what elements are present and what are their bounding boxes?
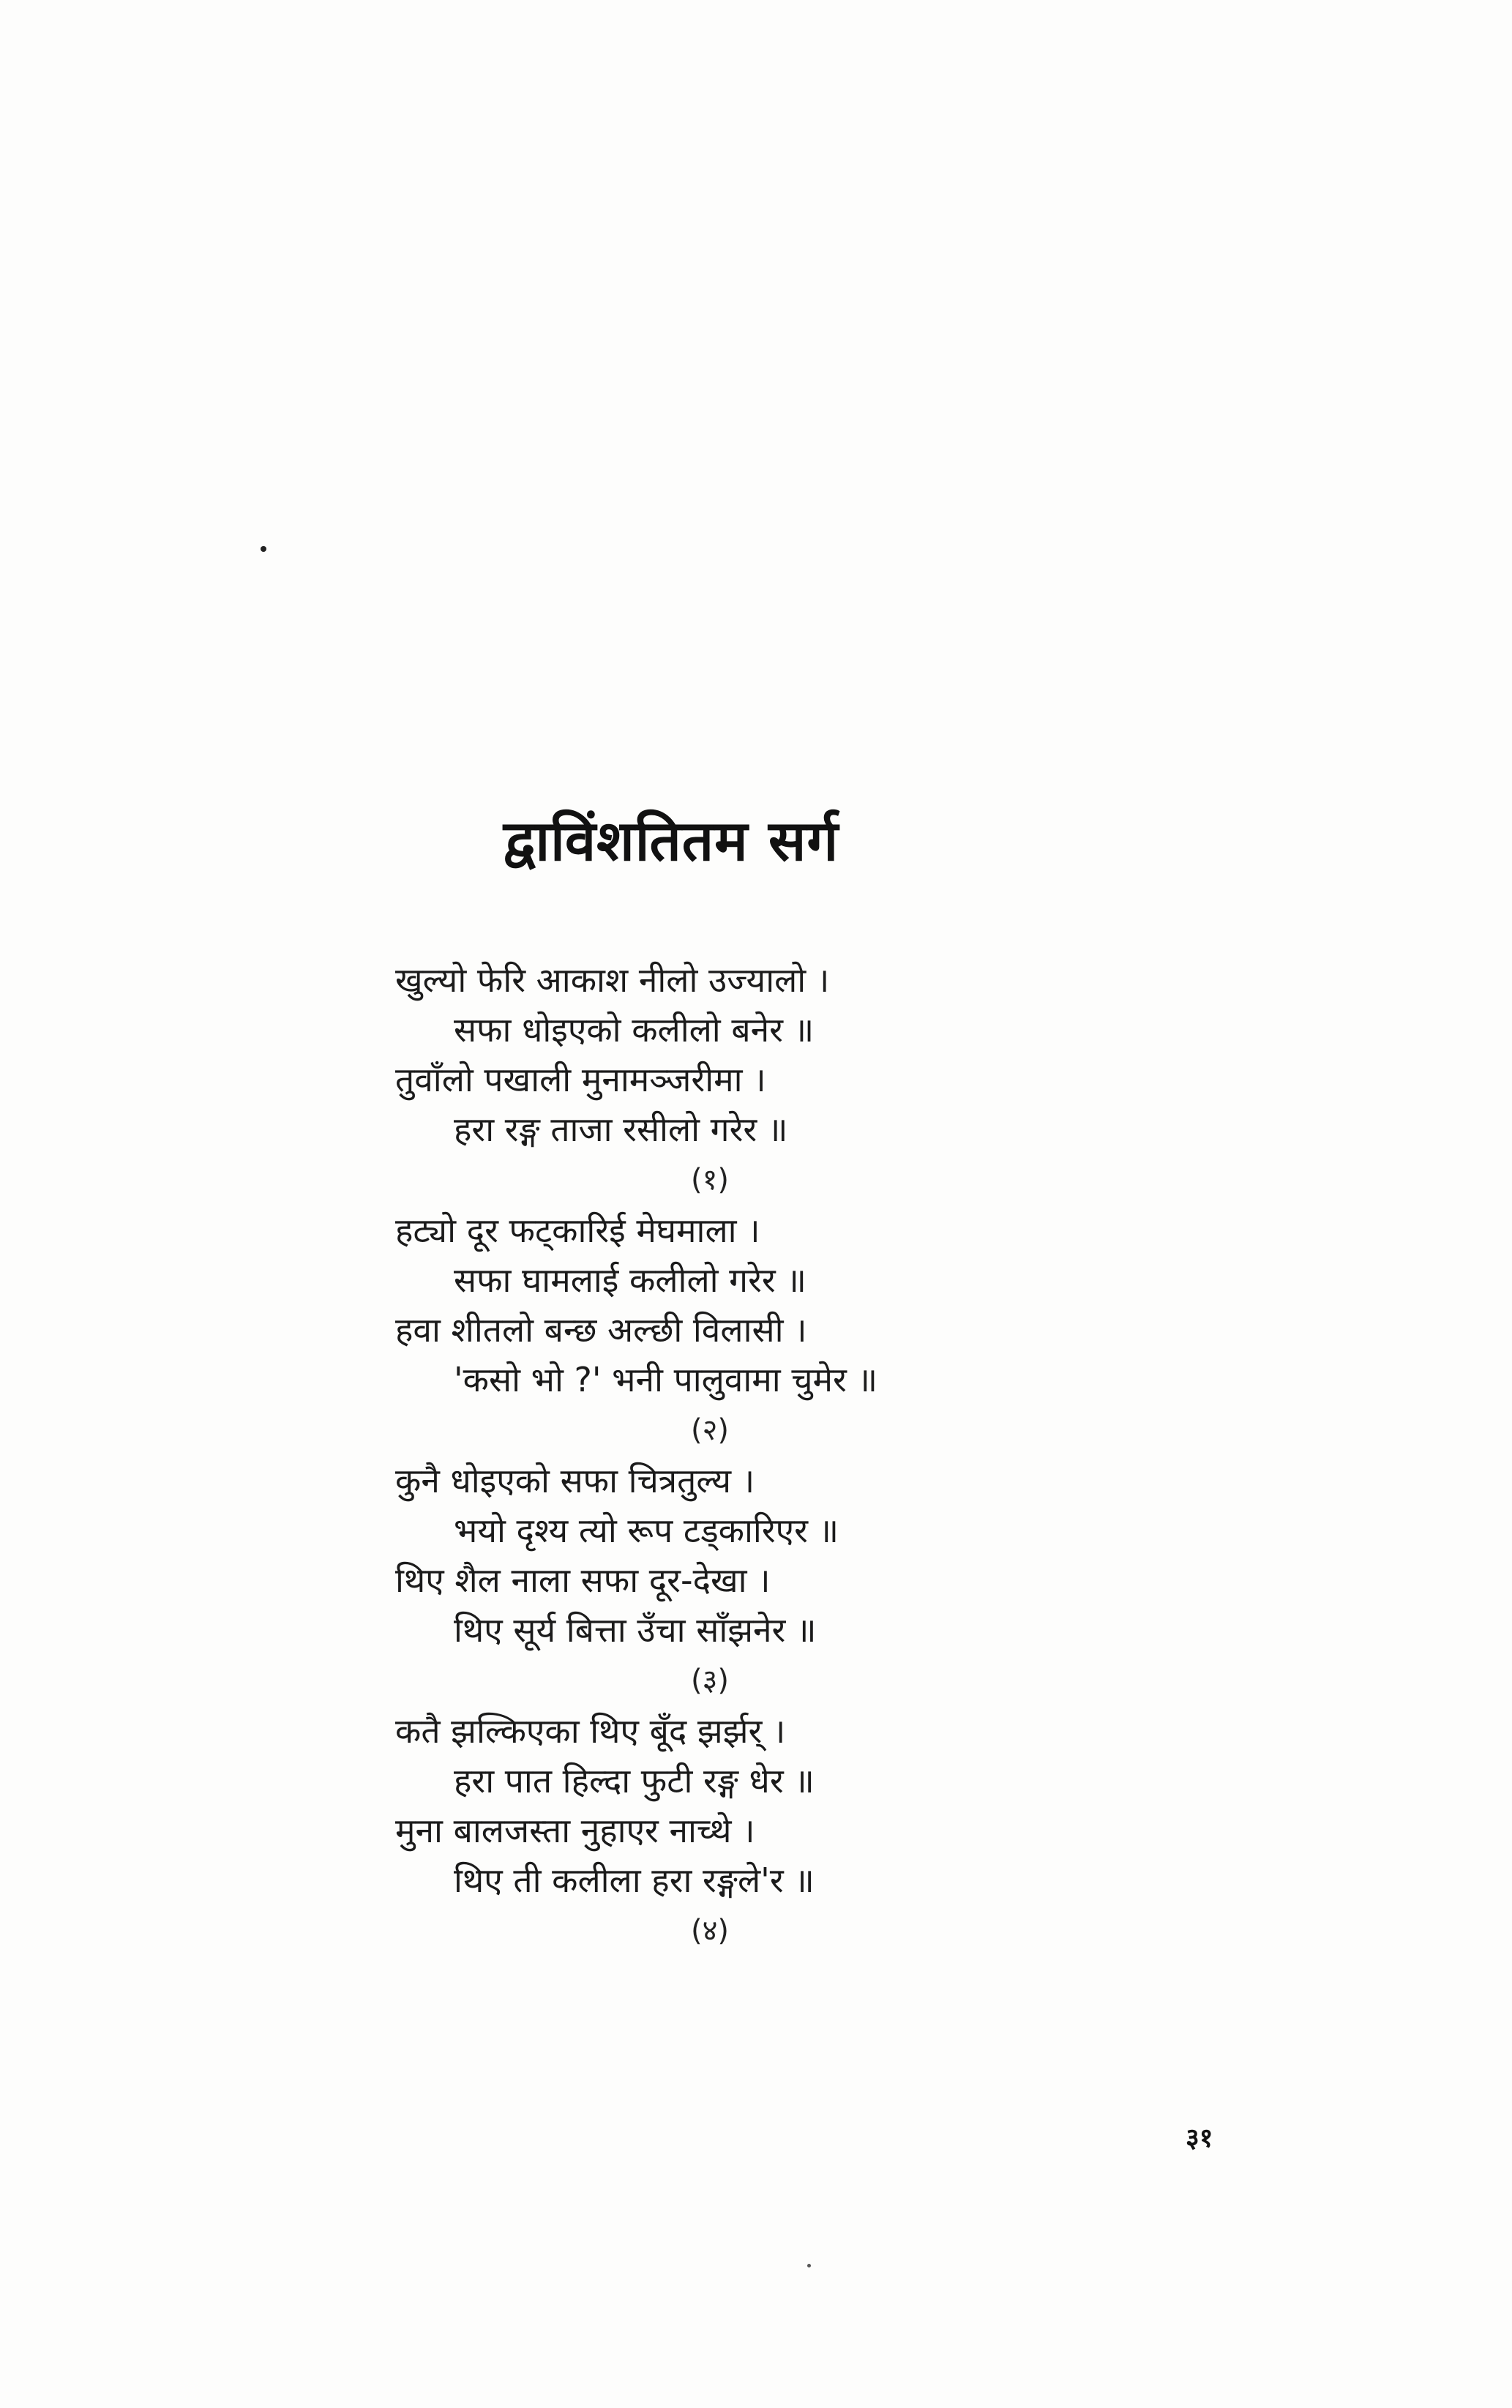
verse-number: (२)	[690, 1413, 729, 1447]
verse-number: (१)	[690, 1163, 729, 1197]
chapter-title: द्वाविंशतितम सर्ग	[503, 808, 839, 873]
poem-line: मुना बालजस्ता नुहाएर नाच्थे ।	[395, 1811, 755, 1850]
poem-line: हवा शीतलो बन्छ अल्छी विलासी ।	[395, 1310, 807, 1350]
page-number: ३१	[1186, 2123, 1213, 2153]
poem	[395, 955, 1025, 1956]
verse-number: (४)	[690, 1914, 729, 1948]
poem-line: हट्यो दूर फट्कारिई मेघमाला ।	[395, 1211, 760, 1250]
poem-line: कतै झल्किएका थिए बूँद झर्झर् ।	[395, 1711, 786, 1751]
poem-line: थिए सूर्य बित्ता उँचा साँझनेर ॥	[454, 1610, 817, 1650]
poem-line: तुवाँलो पखाली मुनामञ्जरीमा ।	[395, 1060, 766, 1099]
poem-line: सफा घामलाई कलीलो गरेर ॥	[454, 1260, 806, 1300]
poem-line: थिए शैल नाला सफा दूर-देखा ।	[395, 1560, 771, 1600]
stanza-4	[395, 1706, 1025, 1956]
ink-speck	[807, 2264, 811, 2267]
poem-line: 'कसो भो ?' भनी पालुवामा चुमेर ॥	[454, 1360, 878, 1399]
poem-line: हरा पात हिल्दा फुटी रङ्ग धेर ॥	[454, 1761, 815, 1801]
poem-line: खुल्यो फेरि आकाश नीलो उज्यालो ।	[395, 960, 830, 1000]
poem-line: हरा रङ्ग ताजा रसीलो गरेर ॥	[454, 1110, 788, 1149]
verse-number: (३)	[690, 1664, 729, 1697]
stanza-1	[395, 955, 1025, 1205]
poem-line: भयो दृश्य त्यो रूप टड्कारिएर ॥	[454, 1511, 839, 1550]
poem-line: सफा धोइएको कलीलो बनेर ॥	[454, 1010, 815, 1050]
ink-speck	[261, 546, 266, 552]
poem-line: कुनै धोइएको सफा चित्रतुल्य ।	[395, 1461, 755, 1500]
stanza-3	[395, 1456, 1025, 1706]
poem-line: थिए ती कलीला हरा रङ्गले'र ॥	[454, 1861, 815, 1900]
stanza-2	[395, 1205, 1025, 1456]
